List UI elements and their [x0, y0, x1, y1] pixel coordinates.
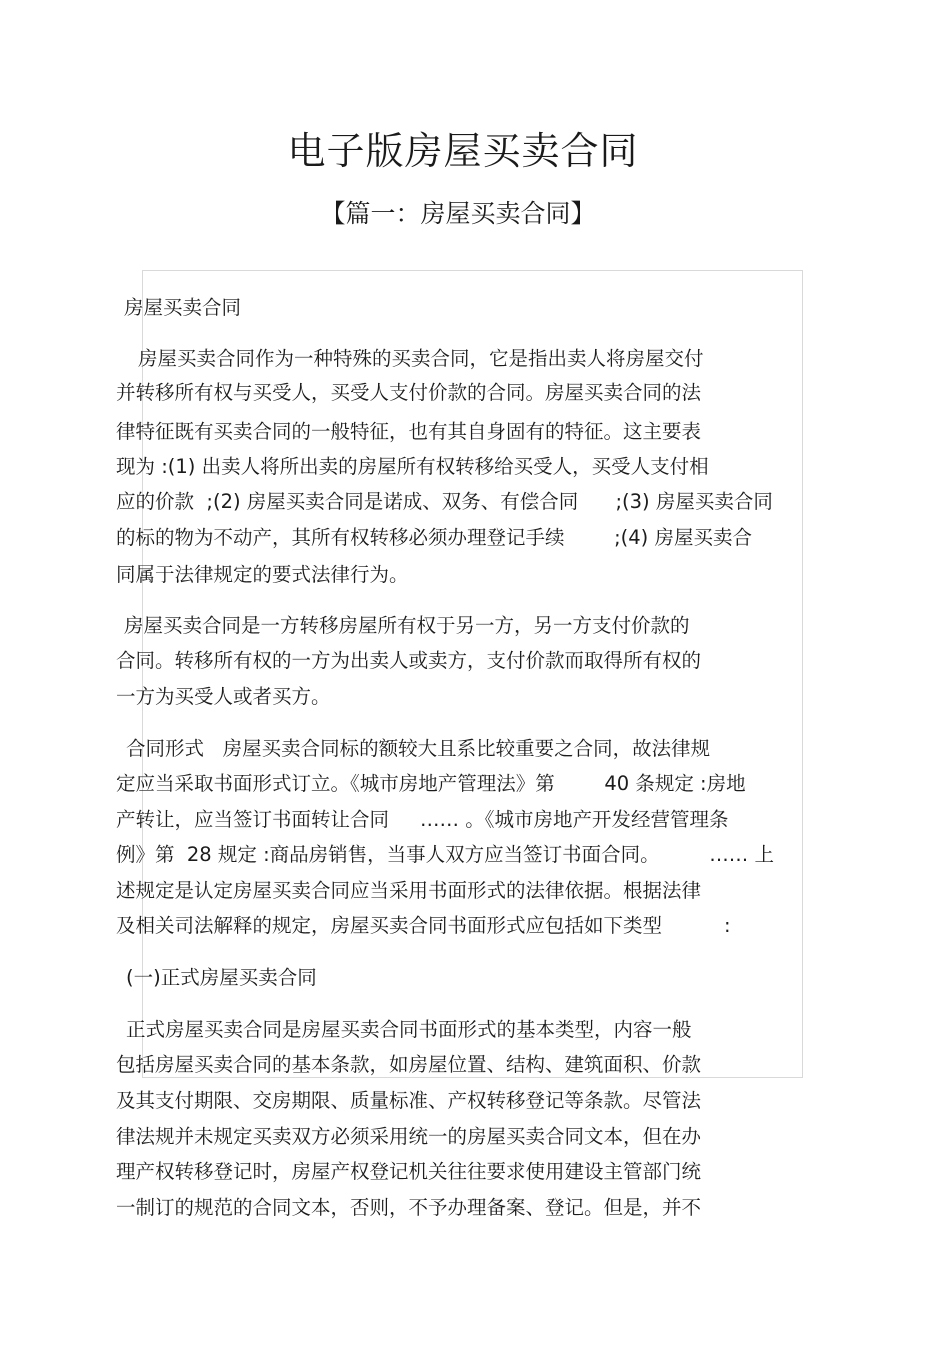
section-heading: 【篇一：房屋买卖合同】 — [320, 199, 596, 228]
paragraph-line: 现为 :(1) 出卖人将所出卖的房屋所有权转移给买受人，买受人支付相 — [116, 455, 709, 478]
paragraph-line: 及其支付期限、交房期限、质量标准、产权转移登记等条款。尽管法 — [116, 1089, 702, 1112]
paragraph-line: 合同形式 房屋买卖合同标的额较大且系比较重要之合同，故法律规 — [126, 737, 711, 760]
paragraph-line: 应的价款 ;(2) 房屋买卖合同是诺成、双务、有偿合同 ;(3) 房屋买卖合同 — [116, 490, 773, 513]
paragraph-line: 包括房屋买卖合同的基本条款，如房屋位置、结构、建筑面积、价款 — [116, 1053, 702, 1076]
paragraph-line: 定应当采取书面形式订立。《城市房地产管理法》第 40 条规定 :房地 — [116, 772, 746, 795]
paragraph-line: 一方为买受人或者买方。 — [116, 685, 331, 708]
paragraph-line: 律特征既有买卖合同的一般特征，也有其自身固有的特征。这主要表 — [116, 420, 702, 443]
paragraph-line: 及相关司法解释的规定，房屋买卖合同书面形式应包括如下类型 : — [116, 914, 731, 937]
paragraph-line: 律法规并未规定买卖双方必须采用统一的房屋买卖合同文本，但在办 — [116, 1125, 702, 1148]
subheading: (一)正式房屋买卖合同 — [126, 966, 317, 989]
paragraph-line: 房屋买卖合同 — [124, 296, 242, 319]
paragraph-line: 的标的物为不动产，其所有权转移必须办理登记手续 ;(4) 房屋买卖合 — [116, 526, 752, 549]
paragraph-line: 理产权转移登记时，房屋产权登记机关往往要求使用建设主管部门统 — [116, 1160, 702, 1183]
paragraph-line: 一制订的规范的合同文本，否则，不予办理备案、登记。但是，并不 — [116, 1196, 702, 1219]
paragraph-line: 房屋买卖合同作为一种特殊的买卖合同，它是指出卖人将房屋交付 — [138, 347, 704, 370]
paragraph-line: 房屋买卖合同是一方转移房屋所有权于另一方，另一方支付价款的 — [124, 614, 690, 637]
paragraph-line: 述规定是认定房屋买卖合同应当采用书面形式的法律依据。根据法律 — [116, 879, 702, 902]
paragraph-line: 产转让，应当签订书面转让合同 …… 。《城市房地产开发经营管理条 — [116, 808, 729, 831]
paragraph-line: 同属于法律规定的要式法律行为。 — [116, 563, 409, 586]
paragraph-line: 正式房屋买卖合同是房屋买卖合同书面形式的基本类型，内容一般 — [126, 1018, 692, 1041]
paragraph-line: 并转移所有权与买受人，买受人支付价款的合同。房屋买卖合同的法 — [116, 381, 702, 404]
document-title: 电子版房屋买卖合同 — [287, 129, 639, 173]
paragraph-line: 例》第 28 规定 :商品房销售，当事人双方应当签订书面合同。 …… 上 — [116, 843, 774, 866]
paragraph-line: 合同。转移所有权的一方为出卖人或卖方，支付价款而取得所有权的 — [116, 649, 702, 672]
